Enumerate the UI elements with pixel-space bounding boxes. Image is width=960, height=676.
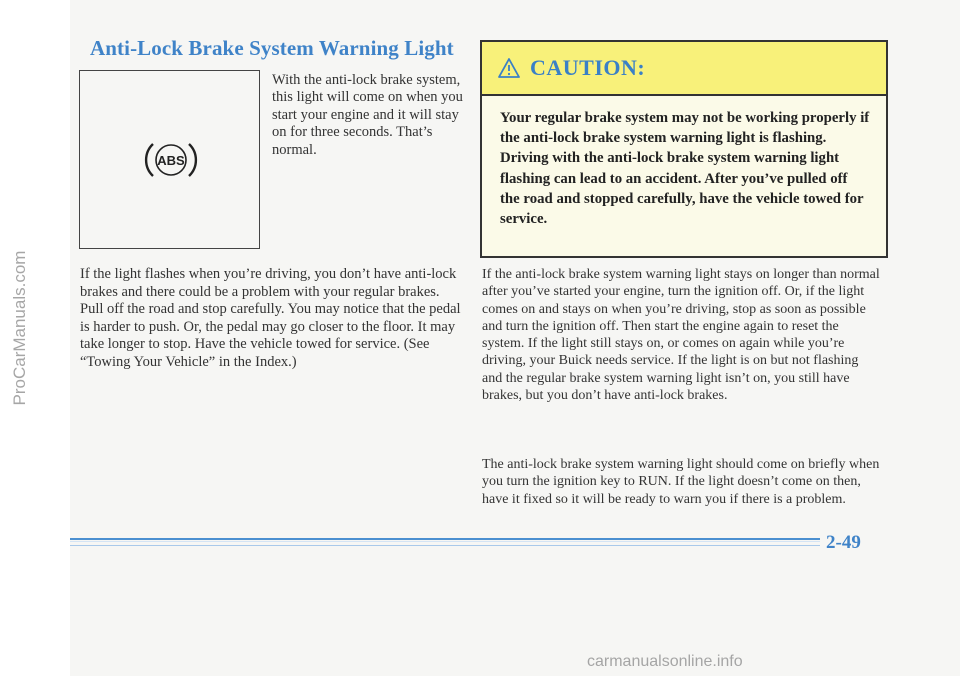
caution-text: Your regular brake system may not be working properly if the anti-lock brake system warning light is flashing. Driving with the anti-lock brake system warning light flashing can lead to an accident. After you’ve pulled off the road and stopped carefully, have the vehicle towed for service. [500, 110, 870, 228]
abs-symbol-text: ABS [157, 153, 185, 168]
left-paragraph: If the light flashes when you’re driving, you don’t have anti-lock brakes and there could be a problem with your regular brakes. Pull off the road and stop carefully. You may notice that the pedal is harder to push. Or, the pedal may go closer to the floor. It may take longer to stop. Have the vehicle towed for service. (See “Towing Your Vehicle” in the Index.) [80, 266, 461, 370]
warning-triangle-icon [498, 58, 520, 78]
footer-rule [70, 538, 820, 540]
footer-rule-thin [70, 545, 820, 546]
footer-rule-middle [70, 541, 820, 542]
section-title: Anti-Lock Brake System Warning Light [90, 36, 454, 60]
caution-header [482, 42, 886, 96]
abs-intro-text: With the anti-lock brake system, this light will come on when you start your engine and it will stay on for three seconds. That’s normal. [272, 72, 463, 158]
right-paragraph-1: If the anti-lock brake system warning light stays on longer than normal after you’ve started your engine, turn the ignition off. Or, if the light comes on and stays on when you’re driving, stop as soon as possible and turn the ignition off. Then start the engine again to reset the system. If the light still stays on, or comes on again while you’re driving, your Buick needs service. If the light is on but not flashing and the regular brake system warning light isn’t on, you still have brakes, but you don’t have anti-lock brakes. [482, 267, 880, 404]
watermark-vertical: ProCarManuals.com [10, 250, 29, 406]
caution-box [480, 40, 888, 258]
abs-warning-icon [142, 136, 200, 184]
watermark-link[interactable]: carmanualsonline.info [587, 653, 743, 670]
caution-label: CAUTION: [530, 55, 646, 80]
abs-light-illustration [79, 70, 260, 249]
page-number: 2-49 [826, 532, 861, 553]
right-paragraph-2: The anti-lock brake system warning light should come on briefly when you turn the ignition key to RUN. If the light doesn’t come on then, have it fixed so it will be ready to warn you if there is a problem. [482, 457, 880, 507]
